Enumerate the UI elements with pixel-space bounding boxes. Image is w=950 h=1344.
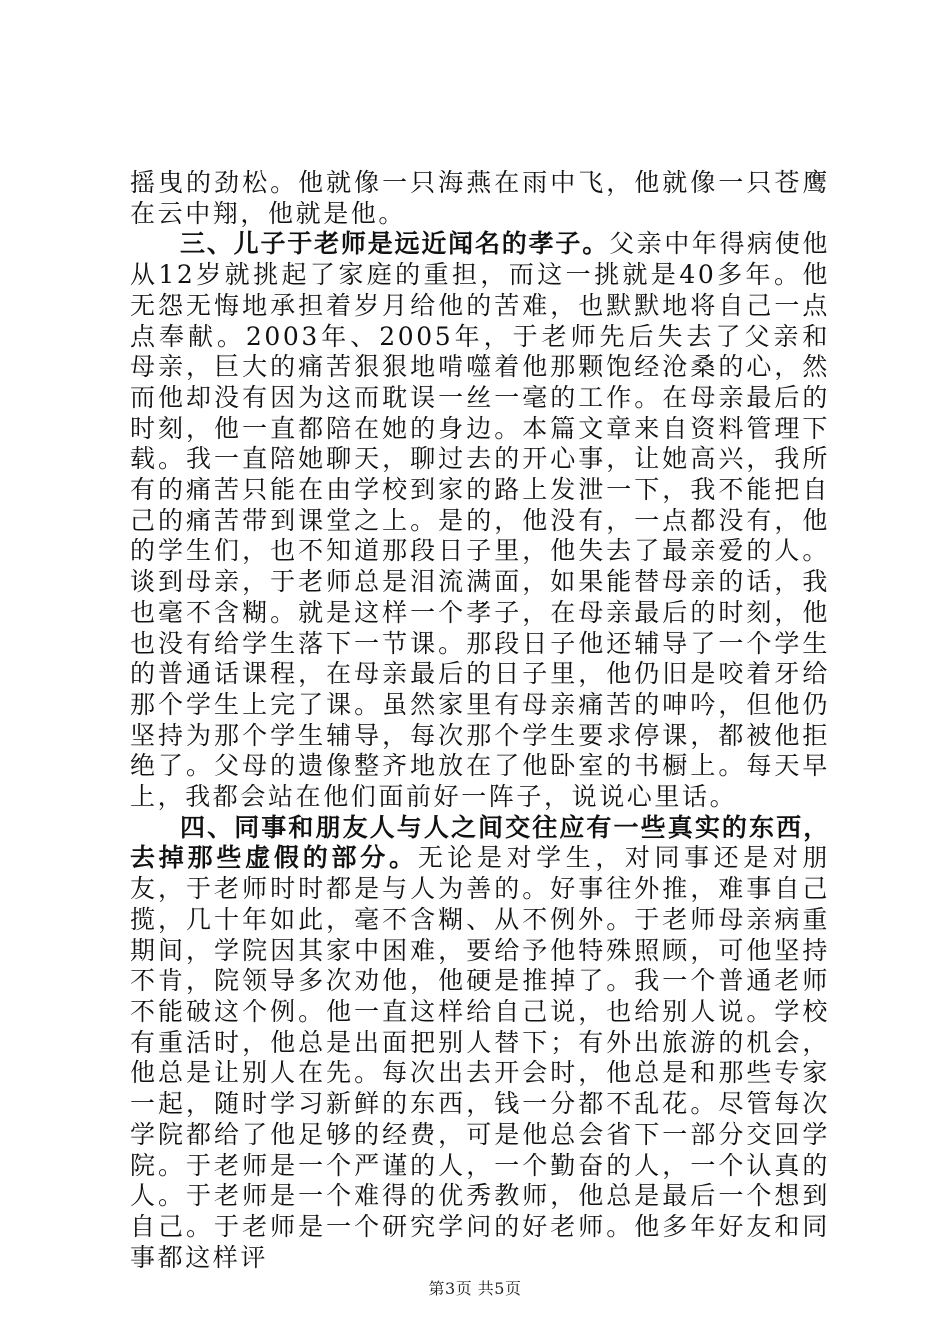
paragraph-text: 无论是对学生，对同事还是对朋友，于老师时时都是与人为善的。好事往外推，难事自己揽，几十年如此，毫不含糊、从不例外。于老师母亲病重期间，学院因其家中困难，要给予他特殊照顾，可他坚持不肯，院领导多次劝他，他硬是推掉了。我一个普通老师不能破这个例。他一直这样给自己说，也给别人说。学校有重活时，他总是出面把别人替下；有外出旅游的机会，他总是让别人在先。每次出去开会时，他总是和那些专家一起，随时学习新鲜的东西，钱一分都不乱花。尽管每次学院都给了他足够的经费，可是他总会省下一部分交回学院。于老师是一个严谨的人，一个勤奋的人，一个认真的人。于老师是一个难得的优秀教师，他总是最后一个想到自己。于老师是一个研究学问的好老师。他多年好友和同事都这样评 [130, 843, 830, 1272]
section-heading: 四、同事和朋友人与人之间交往应有一些真实的东西，去掉那些虚假的部分。 [130, 812, 830, 873]
section-heading: 三、儿子于老师是远近闻名的孝子。 [180, 229, 610, 259]
paragraph-text: 摇曳的劲松。他就像一只海燕在雨中飞，他就像一只苍鹰在云中翔，他就是他。 [130, 168, 830, 228]
body-text [130, 168, 830, 1273]
page-number: 第3页 共5页 [428, 1279, 522, 1298]
paragraph-section-four [130, 813, 830, 1274]
page-footer [0, 1276, 950, 1299]
paragraph-continuation [130, 168, 830, 229]
paragraph-section-three [130, 229, 830, 812]
paragraph-text: 父亲中年得病使他从12岁就挑起了家庭的重担，而这一挑就是40多年。他无怨无悔地承担着岁月给他的苦难，也默默地将自己一点点奉献。2003年、2005年，于老师先后失去了父亲和母亲，巨大的痛苦狠狠地啃噬着他那颗饱经沧桑的心，然而他却没有因为这而耽误一丝一毫的工作。在母亲最后的时刻，他一直都陪在她的身边。本篇文章来自资料管理下载。我一直陪她聊天，聊过去的开心事，让她高兴，我所有的痛苦只能在由学校到家的路上发泄一下，我不能把自己的痛苦带到课堂之上。是的，他没有，一点都没有，他的学生们，也不知道那段日子里，他失去了最亲爱的人。谈到母亲，于老师总是泪流满面，如果能替母亲的话，我也毫不含糊。就是这样一个孝子，在母亲最后的时刻，他也没有给学生落下一节课。那段日子他还辅导了一个学生的普通话课程，在母亲最后的日子里，他仍旧是咬着牙给那个学生上完了课。虽然家里有母亲痛苦的呻吟，但他仍坚持为那个学生辅导，每次那个学生要求停课，都被他拒绝了。父母的遗像整齐地放在了他卧室的书橱上。每天早上，我都会站在他们面前好一阵子，说说心里话。 [130, 229, 830, 812]
